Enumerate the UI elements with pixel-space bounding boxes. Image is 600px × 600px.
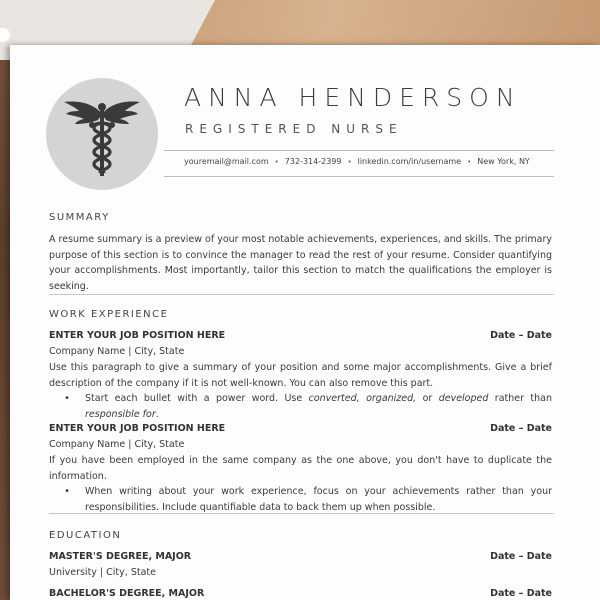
section-divider <box>49 294 554 295</box>
summary-heading: SUMMARY <box>49 212 110 223</box>
job-dates: Date – Date <box>490 330 552 341</box>
summary-text: A resume summary is a preview of your most notable achievements, experiences, and skills. The primary purpose of this section is to convince the manager to read the rest of your resume. Consider quantifying your accomplishments. Most importantly, tailor this section to match the qualifications the employer is seeking. <box>49 234 552 292</box>
resume-page <box>10 45 600 600</box>
degree-dates: Date – Date <box>490 588 552 599</box>
degree-dates: Date – Date <box>490 551 552 562</box>
education-heading: EDUCATION <box>49 530 122 541</box>
bullet-text: When writing about your work experience, focus on your achievements rather than your responsibilities. Include quantifiable data to back them up when possible. <box>85 486 552 513</box>
job-company: Company Name | City, State <box>49 439 185 450</box>
job-bullet <box>49 391 552 422</box>
degree-title: BACHELOR'S DEGREE, MAJOR <box>49 588 205 599</box>
contact-linkedin: linkedin.com/in/username <box>357 157 462 166</box>
header-rule-top <box>164 150 554 151</box>
contact-separator: • <box>467 157 472 166</box>
job-dates: Date – Date <box>490 423 552 434</box>
contact-phone: 732-314-2399 <box>284 157 342 166</box>
candidate-title: REGISTERED NURSE <box>185 122 403 136</box>
contact-email: youremail@mail.com <box>184 157 269 166</box>
job-company: Company Name | City, State <box>49 346 185 357</box>
bullet-text: Start each bullet with a power word. Use <box>85 393 309 404</box>
candidate-name: ANNA HENDERSON <box>184 83 522 112</box>
job-description: Use this paragraph to give a summary of your position and some major accomplishments. Give a brief description of the company if it is not well-known. You can also remove this part. <box>49 362 552 389</box>
bullet-text: . <box>155 408 159 420</box>
education-entry <box>49 548 552 581</box>
contact-separator: • <box>347 157 352 166</box>
caduceus-icon <box>46 78 158 190</box>
bullet-italic: responsible for <box>85 408 156 420</box>
job-description: If you have been employed in the same company as the one above, you don't have to duplicate the information. <box>49 455 552 482</box>
bullet-icon: • <box>64 393 70 404</box>
degree-title: MASTER'S DEGREE, MAJOR <box>49 551 192 562</box>
job-bullet <box>49 484 552 515</box>
bullet-italic: developed <box>438 393 489 404</box>
section-divider <box>49 513 554 514</box>
job-position: ENTER YOUR JOB POSITION HERE <box>49 423 226 434</box>
bullet-text: or <box>416 393 439 404</box>
education-entry <box>49 585 552 600</box>
job-entry <box>49 327 552 422</box>
bullet-icon: • <box>64 486 70 497</box>
job-position: ENTER YOUR JOB POSITION HERE <box>49 330 226 341</box>
bullet-text: rather than <box>488 393 553 404</box>
header-rule-bottom <box>164 176 554 177</box>
contact-location: New York, NY <box>477 157 530 166</box>
contact-separator: • <box>274 157 279 166</box>
contact-line <box>184 157 554 166</box>
job-entry <box>49 420 552 515</box>
school-name: University | City, State <box>49 567 156 578</box>
bullet-italic: converted, organized, <box>308 393 417 404</box>
work-heading: WORK EXPERIENCE <box>49 309 169 320</box>
